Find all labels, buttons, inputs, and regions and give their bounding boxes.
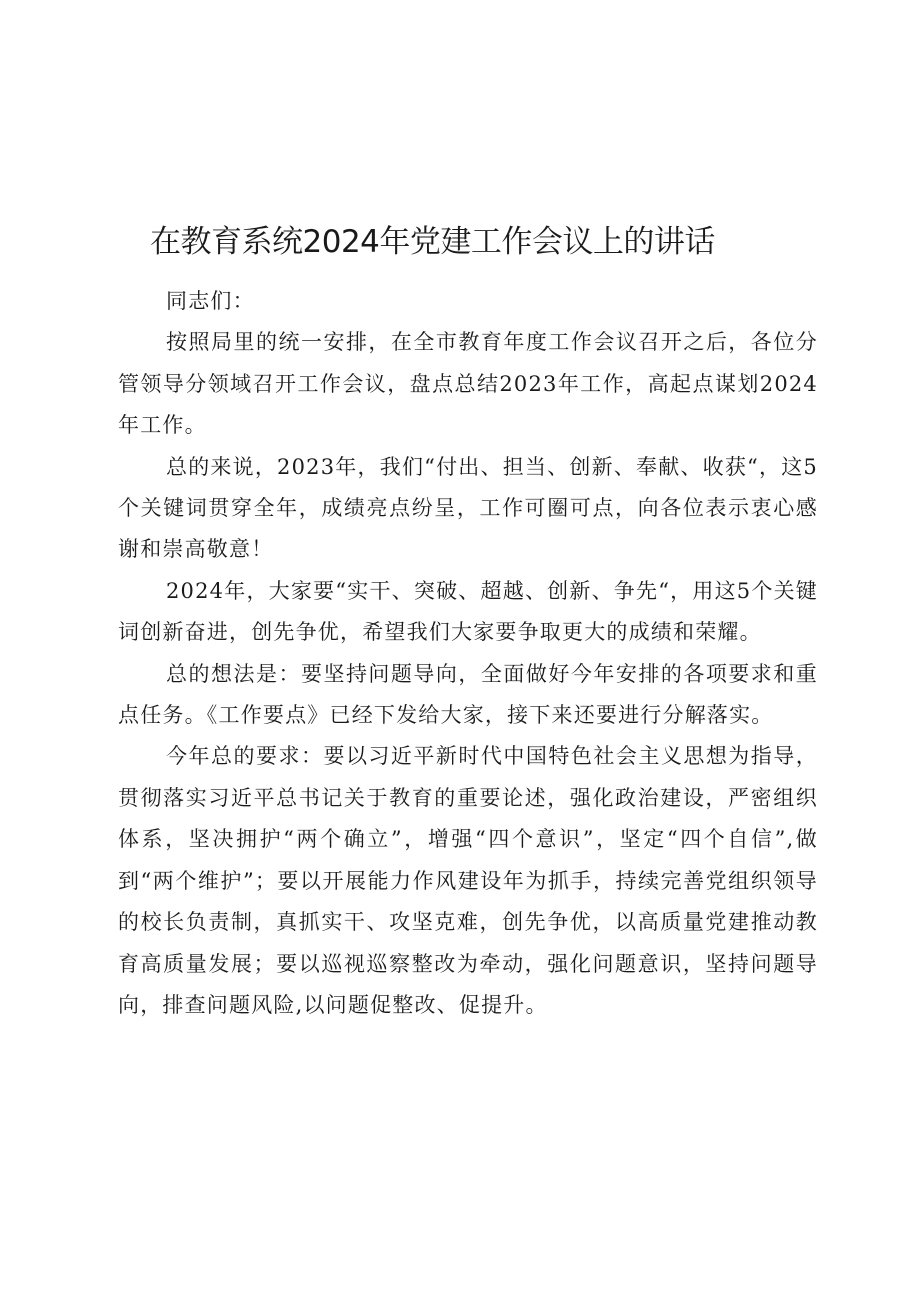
document-title: 在教育系统2024年党建工作会议上的讲话 bbox=[150, 224, 715, 260]
paragraph-4: 总的想法是：要坚持问题导向，全面做好今年安排的各项要求和重点任务。《工作要点》已经下发给大家，接下来还要进行分解落实。 bbox=[118, 661, 818, 728]
paragraph-3: 2024年，大家要“实干、突破、超越、创新、争先“，用这5个关键词创新奋进，创先争优，希望我们大家要争取更大的成绩和荣耀。 bbox=[118, 578, 818, 645]
paragraph-2: 总的来说，2023年，我们“付出、担当、创新、奉献、收获“，这5个关键词贯穿全年，成绩亮点纷呈，工作可圈可点，向各位表示衷心感谢和崇高敬意！ bbox=[118, 454, 818, 562]
paragraph-1: 按照局里的统一安排，在全市教育年度工作会议召开之后，各位分管领导分领域召开工作会议，盘点总结2023年工作，高起点谋划2024年工作。 bbox=[118, 330, 818, 438]
salutation: 同志们： bbox=[166, 289, 255, 313]
document-body bbox=[118, 281, 818, 1026]
paragraph-5: 今年总的要求：要以习近平新时代中国特色社会主义思想为指导，贯彻落实习近平总书记关于教育的重要论述，强化政治建设，严密组织体系，坚决拥护“两个确立”，增强“四个意识”，坚定“四个自信”,做到“两个维护”；要以开展能力作风建设年为抓手，持续完善党组织领导的校长负责制，真抓实干、攻坚克难，创先争优，以高质量党建推动教育高质量发展；要以巡视巡察整改为牵动，强化问题意识，坚持问题导向，排查问题风险,以问题促整改、促提升。 bbox=[118, 744, 818, 1017]
